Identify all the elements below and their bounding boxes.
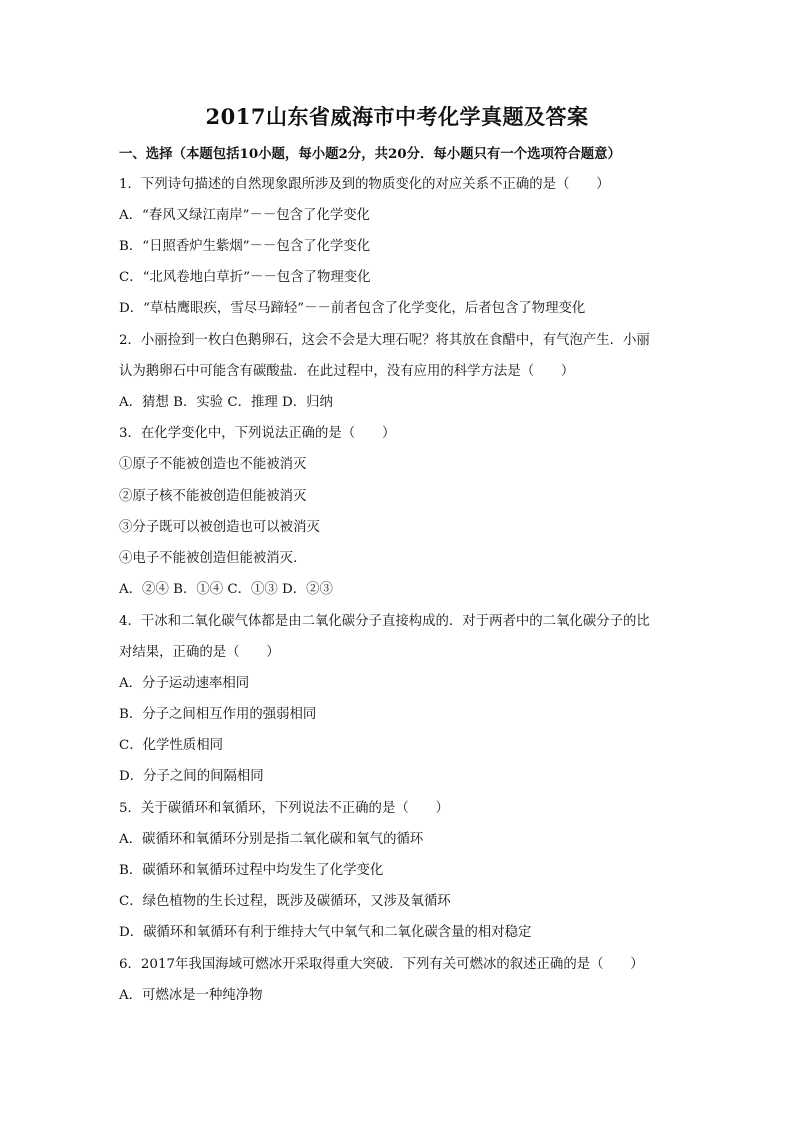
question-4-stem-line-1: 4．干冰和二氧化碳气体都是由二氧化碳分子直接构成的．对于两者中的二氧化碳分子的比 xyxy=(119,614,650,629)
question-2-stem-line-1: 2．小丽捡到一枚白色鹅卵石，这会不会是大理石呢？将其放在食醋中，有气泡产生．小丽 xyxy=(119,333,650,348)
section-heading: 一、选择（本题包括10小题，每小题2分，共20分．每小题只有一个选项符合题意） xyxy=(119,146,621,162)
question-3-options: A．②④ B．①④ C．①③ D．②③ xyxy=(119,582,333,597)
document-title: 2017山东省威海市中考化学真题及答案 xyxy=(205,104,589,129)
question-5-option-c: C．绿色植物的生长过程，既涉及碳循环，又涉及氧循环 xyxy=(119,894,451,909)
question-5-option-a: A．碳循环和氧循环分别是指二氧化碳和氧气的循环 xyxy=(119,832,424,847)
question-2-options: A．猜想 B．实验 C．推理 D．归纳 xyxy=(119,395,333,410)
question-5-stem: 5．关于碳循环和氧循环，下列说法不正确的是（ ） xyxy=(119,801,449,816)
question-4-option-c: C．化学性质相同 xyxy=(119,738,223,753)
question-1-option-a: A．“春风又绿江南岸”－－包含了化学变化 xyxy=(119,208,371,223)
question-5-option-b: B．碳循环和氧循环过程中均发生了化学变化 xyxy=(119,863,384,878)
question-5-option-d: D．碳循环和氧循环有利于维持大气中氧气和二氧化碳含量的相对稳定 xyxy=(119,925,532,940)
question-4-option-a: A．分子运动速率相同 xyxy=(119,676,250,691)
question-3-statement-2: ②原子核不能被创造但能被消灭 xyxy=(119,489,307,504)
question-4-option-b: B．分子之间相互作用的强弱相同 xyxy=(119,707,317,722)
question-2-stem-line-2: 认为鹅卵石中可能含有碳酸盐．在此过程中，没有应用的科学方法是（ ） xyxy=(119,364,575,379)
question-4-option-d: D．分子之间的间隔相同 xyxy=(119,769,264,784)
question-6-stem: 6．2017年我国海域可燃冰开采取得重大突破．下列有关可燃冰的叙述正确的是（ ） xyxy=(119,957,644,972)
question-1-option-d: D．“草枯鹰眼疾，雪尽马蹄轻”－－前者包含了化学变化，后者包含了物理变化 xyxy=(119,301,586,316)
question-1-option-b: B．“日照香炉生紫烟”－－包含了化学变化 xyxy=(119,239,371,254)
question-1-stem: 1．下列诗句描述的自然现象跟所涉及到的物质变化的对应关系不正确的是（ ） xyxy=(119,177,610,192)
question-1-option-c: C．“北风卷地白草折”－－包含了物理变化 xyxy=(119,270,371,285)
question-3-statement-4: ④电子不能被创造但能被消灭． xyxy=(119,551,307,566)
question-6-option-a: A．可燃冰是一种纯净物 xyxy=(119,988,263,1003)
question-4-stem-line-2: 对结果，正确的是（ ） xyxy=(119,645,280,660)
question-3-statement-3: ③分子既可以被创造也可以被消灭 xyxy=(119,520,320,535)
question-3-statement-1: ①原子不能被创造也不能被消灭 xyxy=(119,457,307,472)
question-3-stem: 3．在化学变化中，下列说法正确的是（ ） xyxy=(119,426,396,441)
